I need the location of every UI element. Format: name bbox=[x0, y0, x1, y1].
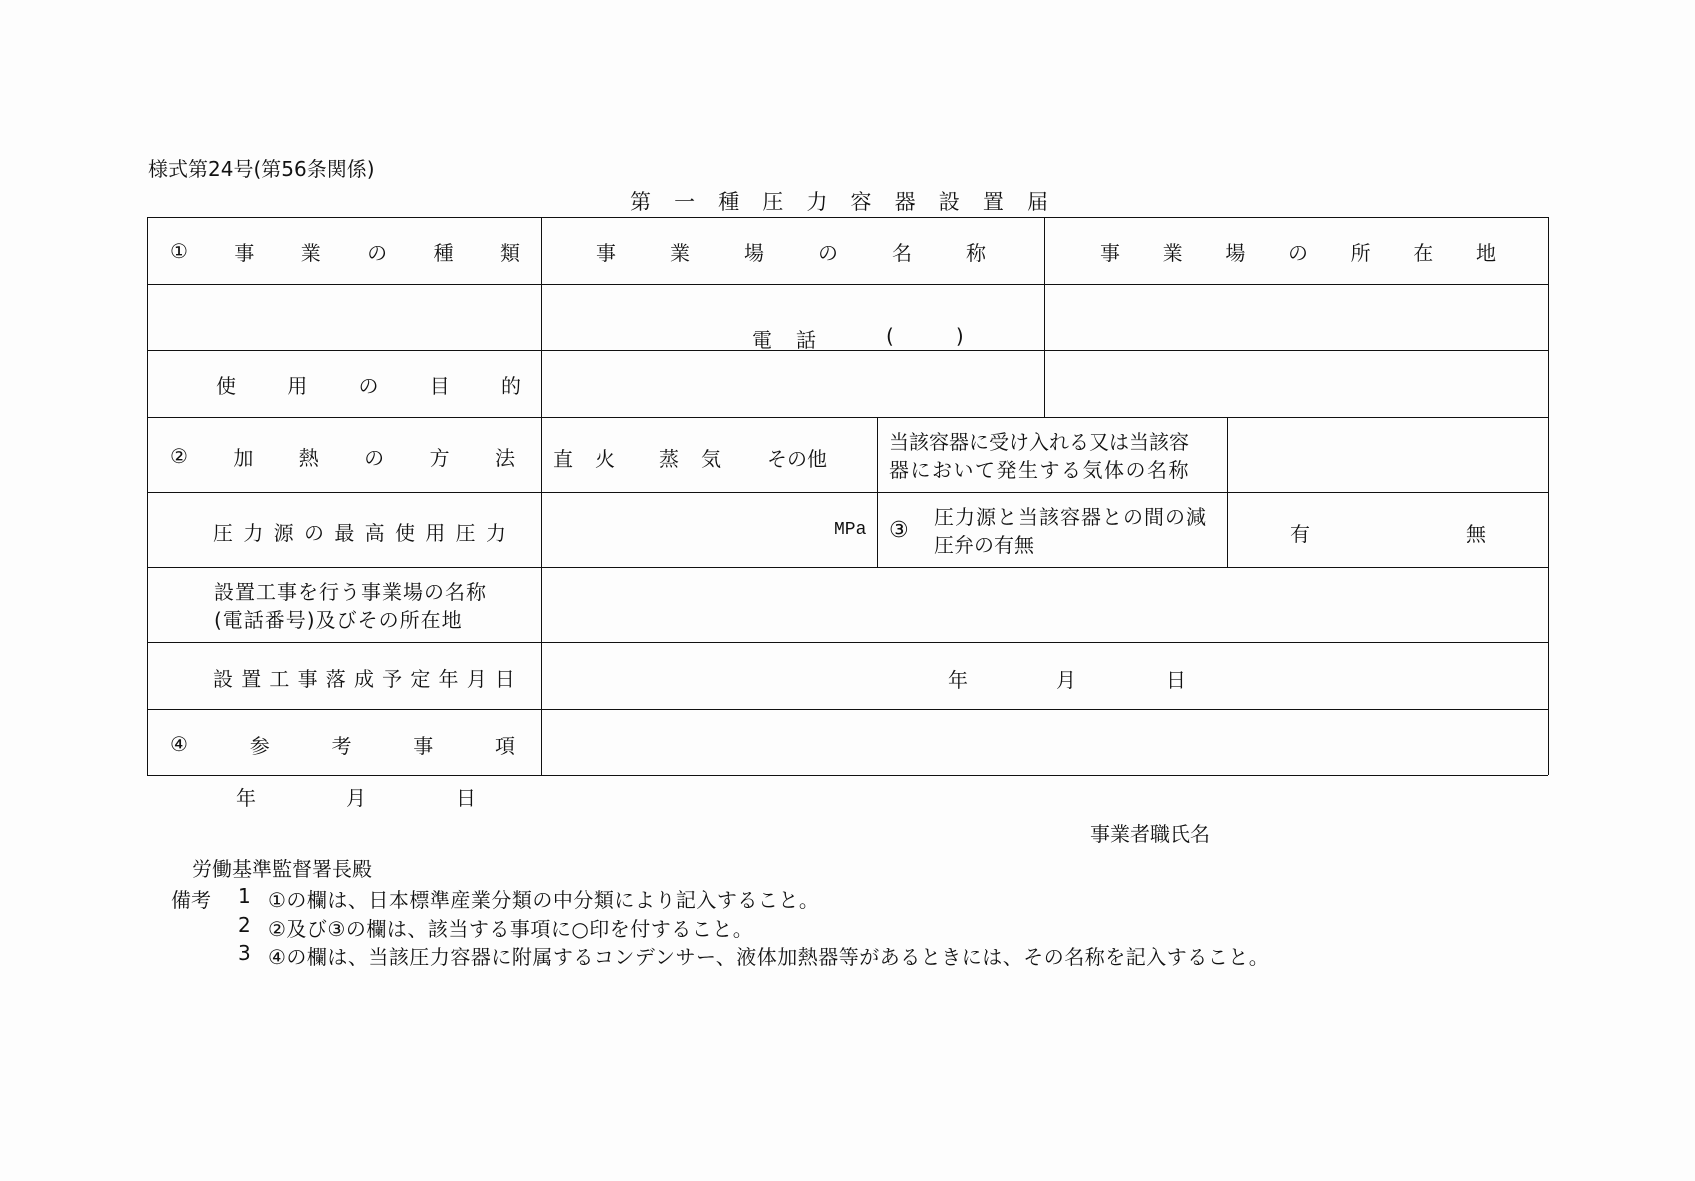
workplace-address-field[interactable] bbox=[1046, 286, 1546, 348]
label-char: 事 bbox=[596, 240, 616, 265]
label-installer bbox=[214, 578, 487, 634]
gas-name-field[interactable] bbox=[1229, 419, 1546, 490]
label-line: 設置工事を行う事業場の名称 bbox=[214, 580, 487, 604]
label-char: の bbox=[367, 240, 388, 265]
notes-label: 備考 bbox=[171, 888, 211, 912]
label-purpose bbox=[216, 371, 521, 397]
label-char: 熱 bbox=[298, 445, 319, 470]
label-char: 使 bbox=[394, 520, 415, 545]
title-char: 第 bbox=[630, 190, 651, 214]
row-divider bbox=[147, 642, 1548, 643]
title-char: 置 bbox=[982, 190, 1004, 214]
option-other[interactable]: その他 bbox=[767, 447, 827, 471]
label-char: 業 bbox=[300, 240, 321, 265]
phone-parens bbox=[886, 324, 964, 348]
circled-number: ① bbox=[170, 239, 188, 263]
label-char: 業 bbox=[1162, 240, 1183, 265]
label-char: 種 bbox=[433, 240, 454, 265]
label-workplace-name bbox=[596, 238, 986, 264]
option-direct-fire-1[interactable]: 直 bbox=[553, 447, 573, 471]
completion-year-label: 年 bbox=[948, 668, 968, 692]
title-char: 届 bbox=[1026, 190, 1048, 214]
label-char: 定 bbox=[410, 666, 431, 691]
circled-number: ③ bbox=[889, 518, 909, 543]
label-char: 力 bbox=[485, 520, 506, 545]
table-border-left bbox=[147, 217, 148, 775]
label-char: 目 bbox=[429, 373, 450, 398]
purpose-extra-field[interactable] bbox=[1046, 352, 1546, 415]
label-char: 名 bbox=[892, 240, 912, 265]
completion-month-label: 月 bbox=[1056, 668, 1076, 692]
label-line: 当該容器に受け入れる又は当該容 bbox=[889, 430, 1189, 454]
title-char: 種 bbox=[718, 190, 740, 214]
label-char: 項 bbox=[495, 733, 515, 758]
label-line: 器において発生する気体の名称 bbox=[889, 458, 1190, 482]
business-type-field[interactable] bbox=[149, 286, 539, 348]
form-number: 様式第24号(第56条関係) bbox=[148, 157, 375, 181]
label-line: (電話番号)及びその所在地 bbox=[214, 608, 463, 632]
heating-options bbox=[553, 443, 827, 472]
label-char: 用 bbox=[425, 520, 446, 545]
label-char: 成 bbox=[353, 666, 374, 691]
label-char: 地 bbox=[1475, 240, 1496, 265]
addressee-label: 労働基準監督署長殿 bbox=[192, 857, 372, 881]
completion-date-field[interactable] bbox=[543, 644, 1546, 707]
phone-label bbox=[752, 324, 816, 353]
installer-field[interactable] bbox=[543, 569, 1546, 640]
label-char: 類 bbox=[499, 240, 520, 265]
label-char: 場 bbox=[1225, 240, 1246, 265]
max-pressure-field[interactable] bbox=[543, 494, 833, 565]
circled-number: ② bbox=[170, 444, 188, 468]
option-steam-2[interactable]: 気 bbox=[701, 447, 721, 471]
row-divider bbox=[147, 709, 1548, 710]
circled-number: ④ bbox=[170, 732, 188, 756]
table-border-right bbox=[1548, 217, 1549, 775]
label-line: 圧力源と当該容器との間の減 bbox=[934, 505, 1207, 529]
title-char: 容 bbox=[850, 190, 872, 214]
title-char: 一 bbox=[674, 190, 696, 214]
label-char: 話 bbox=[796, 328, 816, 352]
label-reducing-valve bbox=[934, 503, 1207, 559]
footer-year-label: 年 bbox=[236, 786, 256, 810]
note-text: ①の欄は、日本標準産業分類の中分類により記入すること。 bbox=[268, 888, 820, 912]
label-char: 工 bbox=[269, 666, 290, 691]
col-divider bbox=[1044, 217, 1045, 417]
label-char: 参 bbox=[249, 733, 270, 758]
note-number: 1 bbox=[238, 884, 251, 908]
label-heating-method bbox=[170, 443, 515, 469]
purpose-field[interactable] bbox=[543, 352, 1042, 415]
row-divider bbox=[147, 350, 1548, 351]
label-char: 事 bbox=[413, 733, 434, 758]
note-number: 2 bbox=[238, 913, 251, 937]
label-char: 事 bbox=[297, 666, 318, 691]
label-char: 場 bbox=[744, 240, 764, 265]
label-char: 日 bbox=[494, 666, 515, 691]
label-char: 事 bbox=[1100, 240, 1120, 265]
label-char: 用 bbox=[287, 373, 308, 398]
row-divider bbox=[147, 492, 1548, 493]
label-char: 設 bbox=[213, 666, 233, 691]
note-number: 3 bbox=[238, 941, 251, 965]
table-border-top bbox=[147, 217, 1548, 218]
label-char: の bbox=[358, 373, 379, 398]
label-char: 最 bbox=[334, 520, 355, 545]
row-divider bbox=[147, 567, 1548, 568]
title-char: 器 bbox=[894, 190, 916, 214]
option-no[interactable]: 無 bbox=[1466, 522, 1486, 546]
label-char: 使 bbox=[216, 373, 236, 398]
label-char: 圧 bbox=[455, 520, 476, 545]
title-char: 圧 bbox=[762, 190, 784, 214]
footer-month-label: 月 bbox=[346, 786, 366, 810]
title-char: 力 bbox=[806, 190, 828, 214]
footer-day-label: 日 bbox=[456, 786, 476, 810]
paren-open: ( bbox=[886, 324, 894, 348]
label-char: 所 bbox=[1350, 240, 1371, 265]
label-char: 落 bbox=[325, 666, 346, 691]
label-char: 圧 bbox=[213, 520, 233, 545]
option-steam-1[interactable]: 蒸 bbox=[659, 447, 679, 471]
label-char: 置 bbox=[241, 666, 262, 691]
note-text: ④の欄は、当該圧力容器に附属するコンデンサー、液体加熱器等があるときには、その名称を記入すること。 bbox=[268, 945, 1270, 969]
row-divider bbox=[147, 417, 1548, 418]
paren-close: ) bbox=[955, 324, 964, 348]
label-char: の bbox=[364, 445, 385, 470]
label-gas-name bbox=[889, 428, 1190, 484]
label-char: 年 bbox=[438, 666, 459, 691]
label-business-type bbox=[170, 238, 520, 264]
reference-field[interactable] bbox=[543, 711, 1546, 773]
label-char: 事 bbox=[234, 240, 255, 265]
col-divider bbox=[541, 217, 542, 775]
table-border-bottom bbox=[147, 775, 1548, 776]
label-char: 加 bbox=[233, 445, 254, 470]
label-completion-date bbox=[213, 664, 515, 690]
label-line: 圧弁の有無 bbox=[934, 533, 1034, 557]
label-workplace-address bbox=[1100, 238, 1496, 264]
label-char: 高 bbox=[364, 520, 385, 545]
label-char: 考 bbox=[331, 733, 352, 758]
option-yes[interactable]: 有 bbox=[1290, 522, 1310, 546]
label-char: 在 bbox=[1413, 240, 1434, 265]
label-char: の bbox=[1287, 240, 1308, 265]
col-divider bbox=[1227, 417, 1228, 567]
applicant-label: 事業者職氏名 bbox=[1090, 822, 1210, 846]
label-char: 称 bbox=[966, 240, 986, 265]
label-char: 法 bbox=[494, 445, 515, 470]
label-char: 源 bbox=[273, 520, 294, 545]
col-divider bbox=[877, 417, 878, 567]
label-char: 業 bbox=[670, 240, 690, 265]
label-char: 的 bbox=[501, 373, 521, 398]
label-char: 力 bbox=[243, 520, 264, 545]
label-char: 電 bbox=[752, 328, 772, 352]
note-text: ②及び③の欄は、該当する事項に○印を付すること。 bbox=[268, 917, 754, 941]
pressure-unit: MPa bbox=[834, 520, 867, 540]
row-divider bbox=[147, 284, 1548, 285]
label-char: 方 bbox=[429, 445, 450, 470]
label-reference bbox=[170, 731, 515, 757]
option-direct-fire-2[interactable]: 火 bbox=[595, 447, 615, 471]
label-char: 月 bbox=[466, 666, 487, 691]
label-char: の bbox=[303, 520, 324, 545]
label-char: の bbox=[818, 240, 838, 265]
completion-day-label: 日 bbox=[1166, 668, 1186, 692]
label-char: 予 bbox=[382, 666, 403, 691]
label-max-pressure bbox=[213, 518, 506, 544]
page-title bbox=[630, 188, 1048, 214]
title-char: 設 bbox=[938, 190, 960, 214]
